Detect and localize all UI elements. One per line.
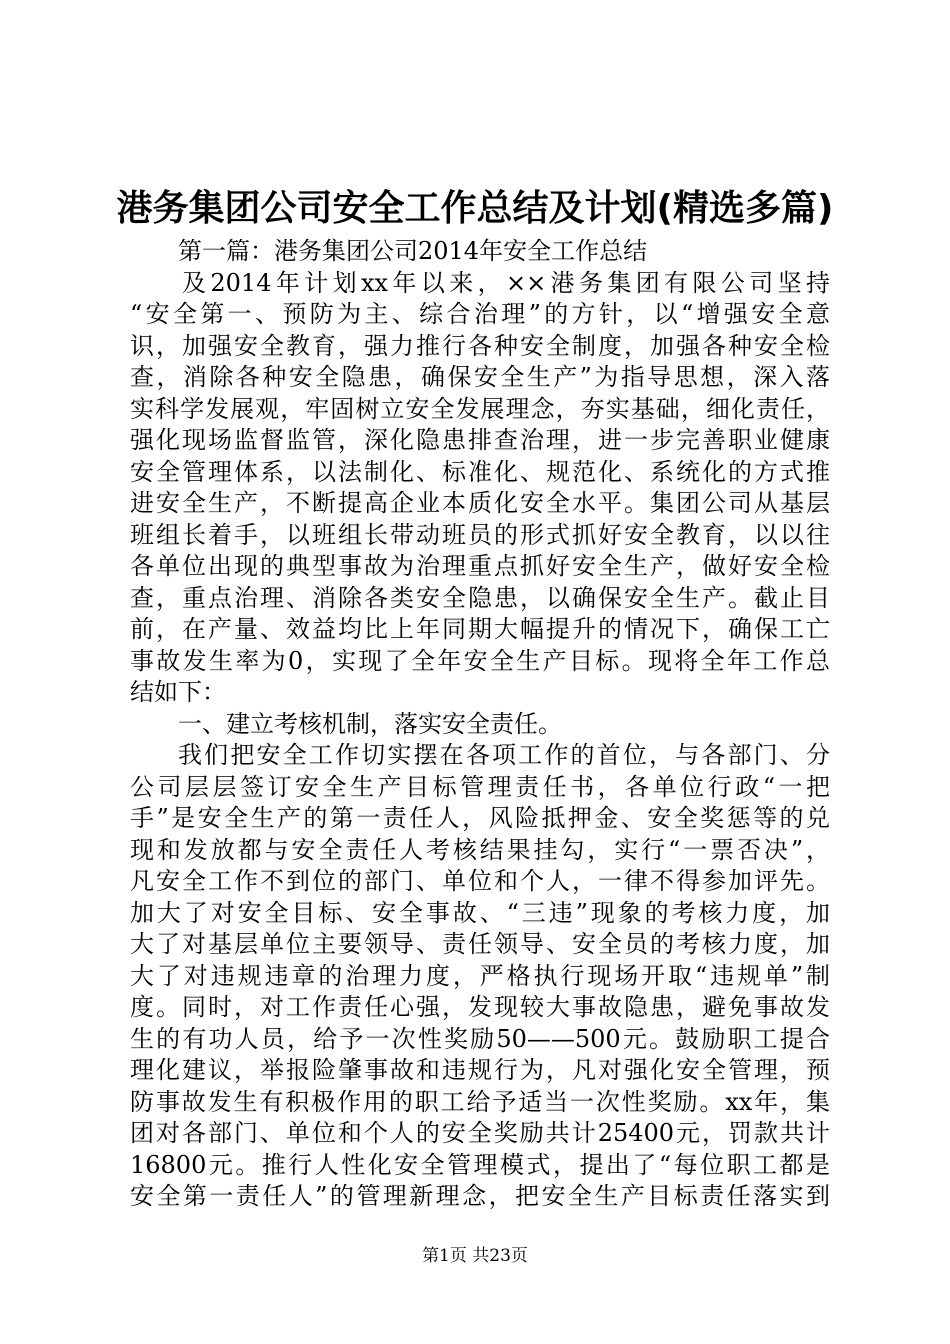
text-line: 各单位出现的典型事故为治理重点抓好安全生产，做好安全检 [130,552,830,580]
page-footer: 第1页 共23页 [422,1246,528,1266]
text-line: 理化建议，举报险肇事故和违规行为，凡对强化安全管理，预 [130,1056,830,1084]
document-body [130,236,830,1213]
text-line: 凡安全工作不到位的部门、单位和个人，一律不得参加评先。 [130,867,830,895]
text-line: 生的有功人员，给予一次性奖励50——500元。鼓励职工提合 [130,1024,830,1053]
text-line: 公司层层签订安全生产目标管理责任书，各单位行政“一把 [130,772,830,801]
section-heading: 第一篇：港务集团公司2014年安全工作总结 [178,237,648,265]
text-line: “安全第一、预防为主、综合治理”的方针，以“增强安全意 [130,300,830,328]
section-heading: 一、建立考核机制，落实安全责任。 [178,709,562,738]
text-line: 16800元。推行人性化安全管理模式，提出了“每位职工都是 [130,1150,830,1179]
text-line: 加大了对安全目标、安全事故、“三违”现象的考核力度，加 [130,898,830,927]
text-line: 手”是安全生产的第一责任人，风险抵押金、安全奖惩等的兑 [130,804,830,832]
text-line: 防事故发生有积极作用的职工给予适当一次性奖励。xx年，集 [130,1087,830,1116]
text-line: 安全第一责任人”的管理新理念，把安全生产目标责任落实到 [130,1182,830,1210]
text-line: 大了对基层单位主要领导、责任领导、安全员的考核力度，加 [130,930,830,958]
text-line: 查，消除各种安全隐患，确保安全生产”为指导思想，深入落 [130,363,830,391]
text-line: 团对各部门、单位和个人的安全奖励共计25400元，罚款共计 [130,1119,830,1147]
text-line: 我们把安全工作切实摆在各项工作的首位，与各部门、分 [178,741,830,769]
text-line: 现和发放都与安全责任人考核结果挂勾，实行“一票否决”， [130,835,830,864]
text-line: 大了对违规违章的治理力度，严格执行现场开取“违规单”制 [130,961,830,990]
text-line: 安全管理体系，以法制化、标准化、规范化、系统化的方式推 [130,457,830,486]
text-line: 度。同时，对工作责任心强，发现较大事故隐患，避免事故发 [130,993,830,1021]
text-line: 强化现场监督监管，深化隐患排查治理，进一步完善职业健康 [130,426,830,454]
text-line: 事故发生率为0，实现了全年安全生产目标。现将全年工作总 [130,646,830,675]
text-line: 结如下： [130,678,226,706]
text-line: 查，重点治理、消除各类安全隐患，以确保安全生产。截止目 [130,583,830,612]
page-title: 港务集团公司安全工作总结及计划(精选多篇) [116,188,834,229]
text-line: 及2014年计划xx年以来，××港务集团有限公司坚持 [182,268,830,297]
text-line: 前，在产量、效益均比上年同期大幅提升的情况下，确保工亡 [130,615,830,643]
text-line: 识，加强安全教育，强力推行各种安全制度，加强各种安全检 [130,331,830,360]
text-line: 实科学发展观，牢固树立安全发展理念，夯实基础，细化责任， [130,394,830,423]
text-line: 班组长着手，以班组长带动班员的形式抓好安全教育，以以往 [130,520,830,549]
text-line: 进安全生产，不断提高企业本质化安全水平。集团公司从基层 [130,489,830,517]
